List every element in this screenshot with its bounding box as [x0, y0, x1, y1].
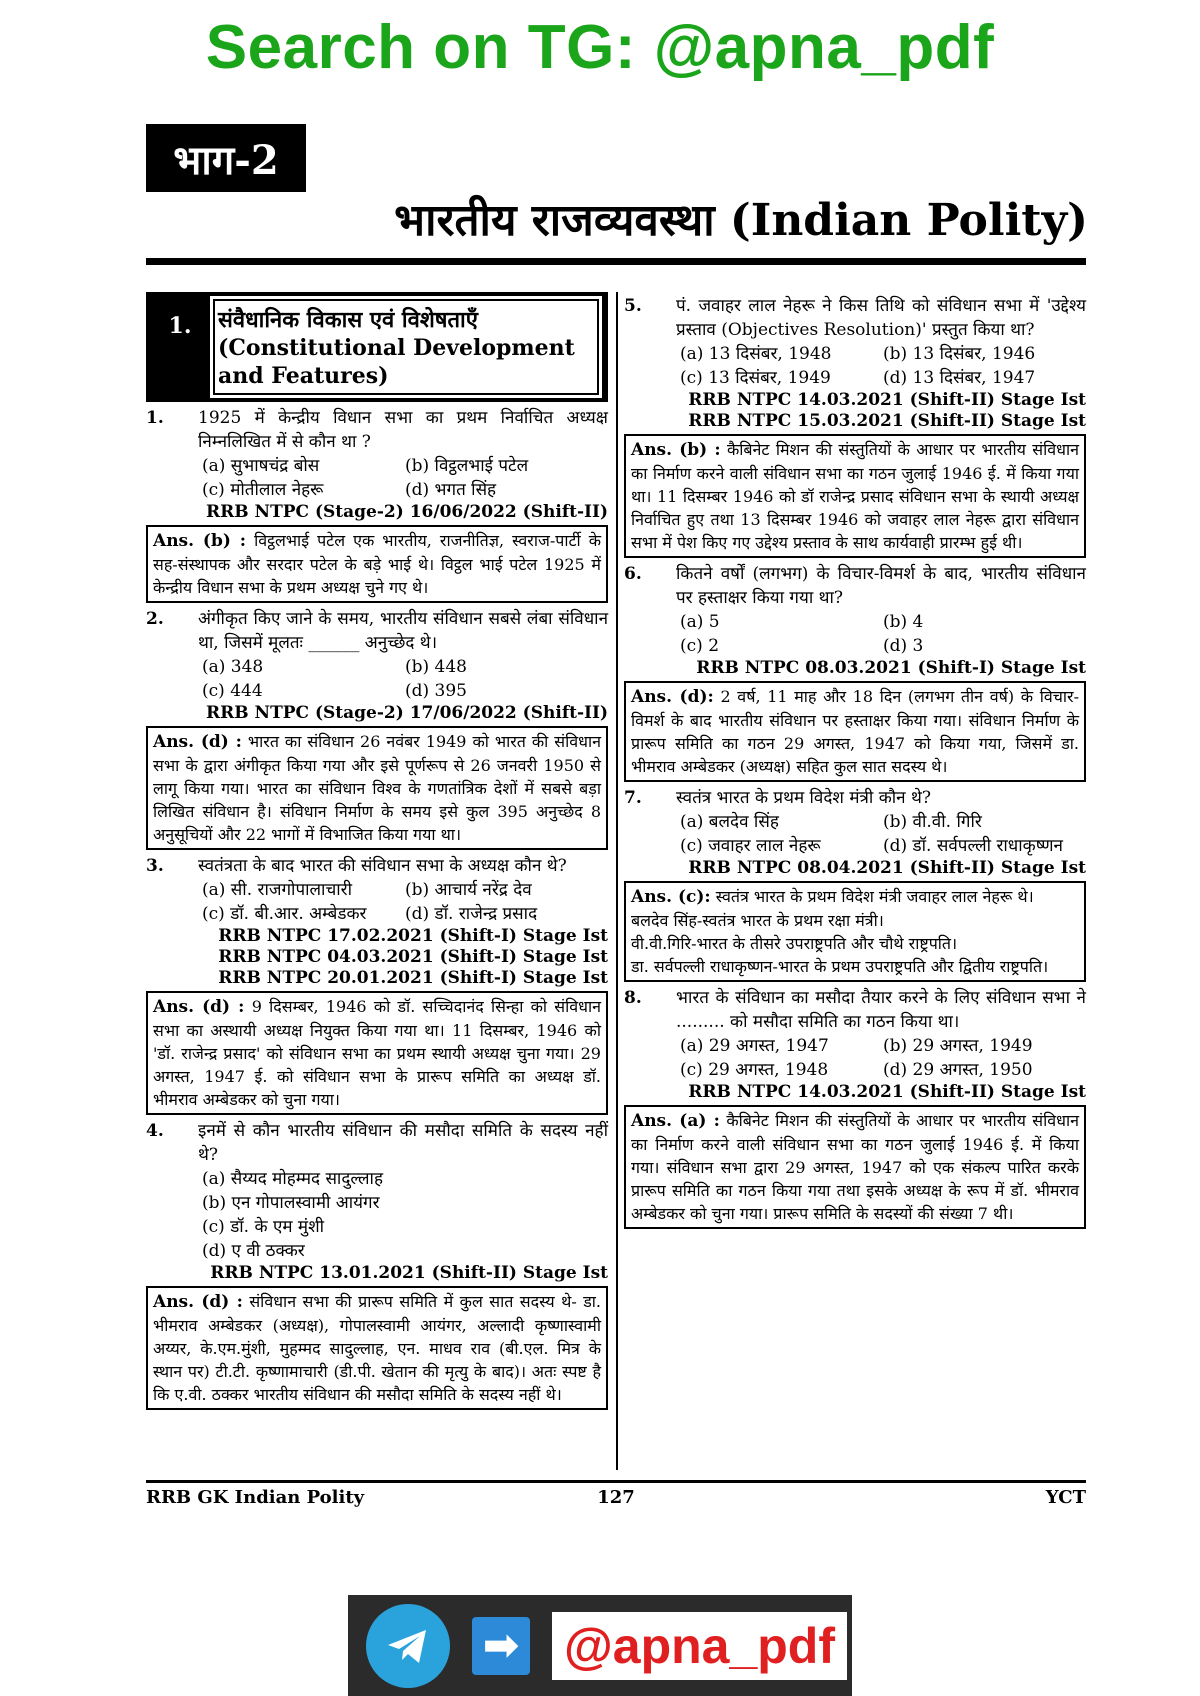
exam-source: RRB NTPC 14.03.2021 (Shift-II) Stage Ist — [688, 390, 1086, 410]
answer-explanation: कैबिनेट मिशन की संस्तुतियों के आधार पर भारतीय संविधान का निर्माण करने वाली संविधान सभा का गठन जुलाई 1946 ई. में किया गया। संविधान सभा द्वारा 29 अगस्त, 1947 को एक संकल्प पारित करके प्रारूप समिति का गठन किया गया तथा इसके अध्यक्ष के रूप में डॉ. भीमराव अम्बेडकर को चुना गया। प्रारूप समिति के सदस्यों की संख्या 7 थी। — [631, 1111, 1079, 1223]
answer-explanation: विट्ठलभाई पटेल एक भारतीय, राजनीतिज्ञ, स्वराज-पार्टी के सह-संस्थापक और सरदार पटेल के बड़े भाई थे। विट्ठल भाई पटेल 1925 में केन्द्रीय विधान सभा के प्रथम अध्यक्ष चुने गए थे। — [153, 531, 602, 597]
option: (c) 13 दिसंबर, 1949 — [680, 368, 831, 388]
question-number: 5. — [624, 296, 642, 316]
arrow-right-icon: ➡ — [472, 1617, 530, 1675]
answer-explanation: भारत का संविधान 26 नवंबर 1949 को भारत की संविधान सभा के द्वारा अंगीकृत किया गया और इसे पूर्णरूप से 26 जनवरी 1950 से लागू किया गया। भारत का संविधान विश्व के गणतांत्रिक देशों में सबसे बड़ा लिखित संविधान है। संविधान निर्माण के समय इसे कुल 395 अनुच्छेद 8 अनुसूचियों और 22 भागों में विभाजित किया गया था। — [153, 732, 602, 844]
answer-box — [146, 991, 608, 1115]
answer-text — [153, 730, 601, 846]
exam-source: RRB NTPC 04.03.2021 (Shift-I) Stage Ist — [218, 947, 608, 967]
answer-label: Ans. (c): — [631, 887, 711, 907]
answer-explanation: स्वतंत्र भारत के प्रथम विदेश मंत्री जवाहर लाल नेहरू थे। — [715, 887, 1034, 906]
option: (d) 3 — [883, 636, 924, 656]
question — [146, 406, 608, 454]
question — [624, 294, 1086, 342]
options-list — [624, 1034, 1086, 1082]
question — [624, 986, 1086, 1034]
answer-explanation: संविधान सभा की प्रारूप समिति में कुल सात सदस्य थे- डा. भीमराव अम्बेडकर (अध्यक्ष), गोपालस्वामी आयंगर, अल्लादी कृष्णास्वामी अय्यर, के.एम.मुंशी, मुहम्मद सादुल्लाह, एन. माधव राव (बी.एल. मित्र के स्थान पर) टी.टी. कृष्णामाचारी (डी.पी. खेतान की मृत्यु के बाद)। अतः स्पष्ट है कि ए.वी. ठक्कर भारतीय संविधान की मसौदा समिति के सदस्य नहीं थे। — [153, 1292, 601, 1404]
section-header — [146, 292, 608, 402]
question-number: 4. — [146, 1121, 164, 1141]
section-number: 1. — [168, 313, 192, 339]
answer-text — [631, 885, 1079, 909]
answer-text — [631, 1109, 1079, 1225]
option: (d) भगत सिंह — [405, 480, 497, 500]
option: (b) विट्ठलभाई पटेल — [405, 456, 529, 476]
answer-box — [146, 726, 608, 850]
answer-text — [631, 932, 1079, 955]
option: (a) सैय्यद मोहम्मद सादुल्लाह — [202, 1169, 383, 1189]
question-text: अंगीकृत किए जाने के समय, भारतीय संविधान सबसे लंबा संविधान था, जिसमें मूलतः ______ अनुच्छेद थे। — [198, 609, 608, 653]
option: (c) 29 अगस्त, 1948 — [680, 1060, 829, 1080]
question — [624, 786, 1086, 810]
question-number: 8. — [624, 988, 642, 1008]
answer-text — [153, 995, 601, 1111]
section-title-english: (Constitutional Development and Features) — [218, 335, 575, 389]
answer-label: Ans. (d) : — [153, 1292, 243, 1312]
answer-text — [153, 529, 601, 599]
option: (d) 395 — [405, 681, 467, 701]
answer-text — [153, 1290, 601, 1406]
question — [146, 607, 608, 655]
question-text: भारत के संविधान का मसौदा तैयार करने के लिए संविधान सभा ने ......... को मसौदा समिति का गठन किया था। — [676, 988, 1086, 1032]
option: (c) 444 — [202, 681, 263, 701]
section-title-hindi: संवैधानिक विकास एवं विशेषताएँ — [218, 307, 478, 333]
option: (b) आचार्य नरेंद्र देव — [405, 880, 532, 900]
answer-text — [631, 438, 1079, 554]
exam-source: RRB NTPC (Stage-2) 17/06/2022 (Shift-II) — [206, 703, 608, 723]
promo-banner[interactable] — [348, 1595, 852, 1696]
option: (b) वी.वी. गिरि — [883, 812, 982, 832]
answer-box — [624, 881, 1086, 982]
options-list — [146, 655, 608, 703]
exam-source: RRB NTPC 15.03.2021 (Shift-II) Stage Ist — [688, 411, 1086, 431]
exam-source: RRB NTPC 13.01.2021 (Shift-II) Stage Ist — [210, 1263, 608, 1283]
title-rule — [146, 258, 1086, 265]
answer-box — [624, 434, 1086, 558]
answer-label: Ans. (b) : — [631, 440, 721, 460]
answer-explanation: बलदेव सिंह-स्वतंत्र भारत के प्रथम रक्षा मंत्री। — [631, 911, 884, 930]
exam-source: RRB NTPC 17.02.2021 (Shift-I) Stage Ist — [218, 926, 608, 946]
option: (b) 13 दिसंबर, 1946 — [883, 344, 1036, 364]
answer-box — [624, 681, 1086, 782]
option: (c) जवाहर लाल नेहरू — [680, 836, 821, 856]
left-column — [146, 292, 608, 1414]
question-text: स्वतंत्रता के बाद भारत की संविधान सभा के अध्यक्ष कौन थे? — [198, 856, 567, 876]
answer-explanation: कैबिनेट मिशन की संस्तुतियों के आधार पर भारतीय संविधान का निर्माण करने वाली संविधान सभा का गठन जुलाई 1946 ई. में किया गया था। 11 दिसम्बर 1946 को डॉ राजेन्द्र प्रसाद संविधान सभा के स्थायी अध्यक्ष निर्वाचित हुए तथा 13 दिसम्बर 1946 को जवाहर लाल नेहरू द्वारा संविधान सभा में पेश किए गए उद्देश्य प्रस्ताव के साथ कार्यवाही प्रारम्भ हुई थी। — [631, 440, 1079, 552]
question-number: 7. — [624, 788, 642, 808]
question-number: 6. — [624, 564, 642, 584]
option: (c) डॉ. बी.आर. अम्बेडकर — [202, 904, 367, 924]
question-number: 3. — [146, 856, 164, 876]
answer-label: Ans. (b) : — [153, 531, 247, 551]
answer-label: Ans. (d) : — [153, 732, 242, 752]
top-banner: Search on TG: @apna_pdf — [205, 13, 995, 82]
answer-explanation: 2 वर्ष, 11 माह और 18 दिन (लगभग तीन वर्ष) के विचार-विमर्श के बाद भारतीय संविधान पर हस्ताक्षर किया गया। संविधान निर्माण के प्रारूप समिति का गठन 29 अगस्त, 1947 को किया गया, जिसमें डा. भीमराव अम्बेडकर (अध्यक्ष) सहित कुल सात सदस्य थे। — [631, 687, 1079, 776]
options-list — [146, 878, 608, 926]
option: (d) डॉ. राजेन्द्र प्रसाद — [405, 904, 538, 924]
answer-text — [631, 909, 1079, 932]
option: (a) 29 अगस्त, 1947 — [680, 1036, 829, 1056]
part-label: भाग-2 — [146, 124, 306, 192]
question — [146, 1119, 608, 1167]
options-list — [624, 342, 1086, 390]
option: (b) एन गोपालस्वामी आयंगर — [202, 1193, 380, 1213]
option: (d) 29 अगस्त, 1950 — [883, 1060, 1033, 1080]
footer-publisher: YCT — [1045, 1487, 1086, 1508]
option: (a) सुभाषचंद्र बोस — [202, 456, 320, 476]
option: (c) डॉ. के एम मुंशी — [202, 1217, 325, 1237]
left-question-list — [146, 406, 608, 1410]
option: (b) 29 अगस्त, 1949 — [883, 1036, 1033, 1056]
exam-source: RRB NTPC 14.03.2021 (Shift-II) Stage Ist — [688, 1082, 1086, 1102]
answer-box — [146, 1286, 608, 1410]
answer-text — [631, 685, 1079, 778]
section-title-box — [210, 296, 602, 398]
answer-box — [624, 1105, 1086, 1229]
option: (a) 13 दिसंबर, 1948 — [680, 344, 832, 364]
answer-label: Ans. (d): — [631, 687, 714, 707]
option: (d) डॉ. सर्वपल्ली राधाकृष्णन — [883, 836, 1063, 856]
option: (b) 448 — [405, 657, 467, 677]
answer-text — [631, 955, 1079, 978]
promo-handle[interactable]: @apna_pdf — [552, 1612, 847, 1680]
question-text: स्वतंत्र भारत के प्रथम विदेश मंत्री कौन थे? — [676, 788, 931, 808]
option: (a) 348 — [202, 657, 264, 677]
right-column — [624, 292, 1086, 1233]
option: (c) मोतीलाल नेहरू — [202, 480, 324, 500]
option: (c) 2 — [680, 636, 720, 656]
answer-explanation: वी.वी.गिरि-भारत के तीसरे उपराष्ट्रपति और चौथे राष्ट्रपति। — [631, 934, 958, 953]
answer-explanation: 9 दिसम्बर, 1946 को डॉ. सच्चिदानंद सिन्हा को संविधान सभा का अस्थायी अध्यक्ष नियुक्त किया गया था। 11 दिसम्बर, 1946 को 'डॉ. राजेन्द्र प्रसाद' को संविधान सभा का प्रथम स्थायी अध्यक्ष चुना गया। 29 अगस्त, 1947 ई. को संविधान सभा के प्रारूप समिति का अध्यक्ष डॉ. भीमराव अम्बेडकर को चुना गया। — [153, 997, 602, 1109]
right-question-list — [624, 294, 1086, 1229]
answer-label: Ans. (d) : — [153, 997, 245, 1017]
question — [624, 562, 1086, 610]
options-list — [624, 810, 1086, 858]
option: (a) 5 — [680, 612, 720, 632]
question-text: पं. जवाहर लाल नेहरू ने किस तिथि को संविधान सभा में 'उद्देश्य प्रस्ताव (Objectives Resolution)' प्रस्तुत किया था? — [676, 296, 1086, 340]
option: (b) 4 — [883, 612, 924, 632]
answer-explanation: डा. सर्वपल्ली राधाकृष्णन-भारत के प्रथम उपराष्ट्रपति और द्वितीय राष्ट्रपति। — [631, 957, 1049, 976]
question-text: 1925 में केन्द्रीय विधान सभा का प्रथम निर्वाचित अध्यक्ष निम्नलिखित में से कौन था ? — [198, 408, 608, 452]
option: (d) ए वी ठक्कर — [202, 1241, 305, 1261]
answer-label: Ans. (a) : — [631, 1111, 720, 1131]
exam-source: RRB NTPC 20.01.2021 (Shift-I) Stage Ist — [218, 968, 608, 988]
question-number: 1. — [146, 408, 164, 428]
question-text: कितने वर्षों (लगभग) के विचार-विमर्श के बाद, भारतीय संविधान पर हस्ताक्षर किया गया था? — [676, 564, 1086, 608]
option: (a) बलदेव सिंह — [680, 812, 779, 832]
column-divider — [616, 292, 618, 1470]
exam-source: RRB NTPC (Stage-2) 16/06/2022 (Shift-II) — [206, 502, 608, 522]
exam-source: RRB NTPC 08.04.2021 (Shift-II) Stage Ist — [688, 858, 1086, 878]
question — [146, 854, 608, 878]
option: (a) सी. राजगोपालाचारी — [202, 880, 352, 900]
page-footer — [146, 1480, 1086, 1511]
footer-page-number: 127 — [597, 1487, 635, 1508]
answer-box — [146, 525, 608, 603]
exam-source: RRB NTPC 08.03.2021 (Shift-I) Stage Ist — [696, 658, 1086, 678]
question-number: 2. — [146, 609, 164, 629]
question-text: इनमें से कौन भारतीय संविधान की मसौदा समिति के सदस्य नहीं थे? — [198, 1121, 608, 1165]
options-list — [624, 610, 1086, 658]
chapter-title: भारतीय राजव्यवस्था (Indian Polity) — [394, 195, 1088, 246]
option: (d) 13 दिसंबर, 1947 — [883, 368, 1036, 388]
options-list — [146, 1167, 608, 1263]
options-list — [146, 454, 608, 502]
footer-book-title: RRB GK Indian Polity — [146, 1487, 365, 1508]
telegram-icon — [366, 1604, 450, 1688]
